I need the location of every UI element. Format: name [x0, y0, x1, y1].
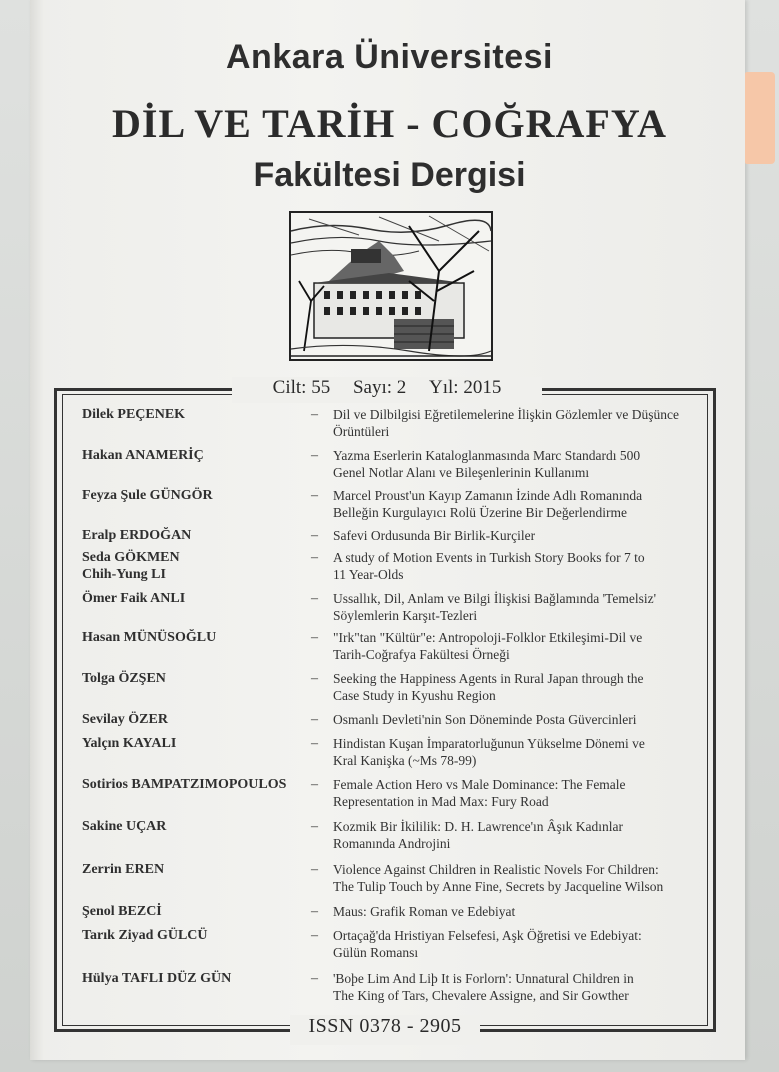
separator-dash: –	[311, 777, 318, 792]
article-title-line: Female Action Hero vs Male Dominance: The Female	[333, 777, 626, 792]
university-title: Ankara Üniversitesi	[226, 38, 553, 76]
author-name: Sakine UÇAR	[82, 819, 167, 834]
article-title-line: Genel Notlar Alanı ve Bileşenlerinin Kullanımı	[333, 465, 590, 480]
article-author	[82, 447, 312, 464]
article-author	[82, 735, 312, 752]
author-name: Ömer Faik ANLI	[82, 591, 186, 606]
author-name: Zerrin EREN	[82, 862, 165, 877]
article-title-line: Kral Kanişka (~Ms 78-99)	[333, 753, 477, 768]
article-title-line: Romanında Androjini	[333, 836, 451, 851]
article-title	[333, 927, 698, 961]
author-name: Sotirios BAMPATZIMOPOULOS	[82, 777, 287, 792]
article-title-line: Dil ve Dilbilgisi Eğretilemelerine İlişkin Gözlemler ve Düşünce	[333, 407, 680, 422]
author-name: Sevilay ÖZER	[82, 712, 168, 727]
building-engraving-illustration	[289, 211, 493, 361]
article-title	[333, 527, 698, 544]
article-title	[333, 711, 698, 728]
article-title-line: Hindistan Kuşan İmparatorluğunun Yükselme Dönemi ve	[333, 736, 645, 751]
author-name: Chih-Yung LI	[82, 567, 166, 582]
article-title-line: The Tulip Touch by Anne Fine, Secrets by Jacqueline Wilson	[333, 879, 664, 894]
author-name: Seda GÖKMEN	[82, 550, 180, 565]
author-name: Yalçın KAYALI	[82, 736, 177, 751]
author-name: Tarık Ziyad GÜLCÜ	[82, 928, 208, 943]
article-title	[333, 735, 698, 769]
article-title	[333, 903, 698, 920]
article-title-line: Tarih-Coğrafya Fakültesi Örneği	[333, 647, 510, 662]
article-title-line: Case Study in Kyushu Region	[333, 688, 496, 703]
article-author	[82, 711, 312, 728]
article-title-line: A study of Motion Events in Turkish Story Books for 7 to	[333, 550, 645, 565]
article-title	[333, 590, 698, 624]
article-title	[333, 776, 698, 810]
article-title-line: Safevi Ordusunda Bir Birlik-Kurçiler	[333, 528, 536, 543]
article-title-line: Söylemlerin Karşıt-Tezleri	[333, 608, 478, 623]
journal-title: Fakültesi Dergisi	[253, 156, 526, 194]
article-author	[82, 861, 312, 878]
article-title	[333, 818, 698, 852]
author-name: Şenol BEZCİ	[82, 904, 162, 919]
separator-dash: –	[311, 819, 318, 834]
separator-dash: –	[311, 591, 318, 606]
separator-dash: –	[311, 904, 318, 919]
article-title	[333, 861, 698, 895]
article-author	[82, 406, 312, 423]
article-title-line: Yazma Eserlerin Kataloglanmasında Marc Standardı 500	[333, 448, 641, 463]
issue-number: Sayı: 2	[352, 377, 407, 398]
article-title-line: Belleğin Kurgulayıcı Rolü Üzerine Bir Değerlendirme	[333, 505, 628, 520]
article-title	[333, 629, 698, 663]
article-author	[82, 670, 312, 687]
article-author	[82, 590, 312, 607]
author-name: Eralp ERDOĞAN	[82, 528, 192, 543]
article-author	[82, 903, 312, 920]
volume-number: Cilt: 55	[272, 377, 331, 398]
article-title	[333, 970, 698, 1004]
separator-dash: –	[311, 671, 318, 686]
article-author	[82, 549, 312, 583]
article-author	[82, 927, 312, 944]
author-name: Hakan ANAMERİÇ	[82, 448, 204, 463]
article-title-line: "Irk"tan "Kültür"e: Antropoloji-Folklor Etkileşimi-Dil ve	[333, 630, 643, 645]
separator-dash: –	[311, 928, 318, 943]
author-name: Feyza Şule GÜNGÖR	[82, 488, 213, 503]
separator-dash: –	[311, 550, 318, 565]
author-name: Hasan MÜNÜSOĞLU	[82, 630, 217, 645]
article-title-line: 'Boþe Lim And Liþ It is Forlorn': Unnatural Children in	[333, 971, 634, 986]
article-title	[333, 549, 698, 583]
article-title	[333, 487, 698, 521]
article-title-line: The King of Tars, Chevalere Assigne, and Sir Gowther	[333, 988, 629, 1003]
article-author	[82, 776, 312, 793]
article-title-line: Maus: Grafik Roman ve Edebiyat	[333, 904, 516, 919]
article-title-line: Marcel Proust'un Kayıp Zamanın İzinde Adlı Romanında	[333, 488, 643, 503]
faculty-title: DİL VE TARİH - COĞRAFYA	[112, 101, 667, 146]
issn-number: ISSN 0378 - 2905	[290, 1015, 480, 1045]
article-title	[333, 447, 698, 481]
separator-dash: –	[311, 407, 318, 422]
separator-dash: –	[311, 712, 318, 727]
article-title-line: Representation in Mad Max: Fury Road	[333, 794, 549, 809]
article-title-line: Ussallık, Dil, Anlam ve Bilgi İlişkisi Bağlamında 'Temelsiz'	[333, 591, 657, 606]
article-author	[82, 527, 312, 544]
author-name: Tolga ÖZŞEN	[82, 671, 166, 686]
year: Yıl: 2015	[429, 377, 502, 398]
article-title-line: Violence Against Children in Realistic Novels For Children:	[333, 862, 659, 877]
separator-dash: –	[311, 862, 318, 877]
article-title-line: Osmanlı Devleti'nin Son Döneminde Posta Güvercinleri	[333, 712, 637, 727]
separator-dash: –	[311, 528, 318, 543]
separator-dash: –	[311, 736, 318, 751]
article-title-line: 11 Year-Olds	[333, 567, 404, 582]
article-author	[82, 818, 312, 835]
article-title-line: Gülün Romansı	[333, 945, 419, 960]
article-title-line: Örüntüleri	[333, 424, 390, 439]
separator-dash: –	[311, 971, 318, 986]
article-title	[333, 406, 698, 440]
separator-dash: –	[311, 488, 318, 503]
separator-dash: –	[311, 448, 318, 463]
article-title-line: Kozmik Bir İkililik: D. H. Lawrence'ın Âşık Kadınlar	[333, 819, 623, 834]
separator-dash: –	[311, 630, 318, 645]
volume-info	[232, 377, 542, 403]
article-title-line: Ortaçağ'da Hristiyan Felsefesi, Aşk Öğretisi ve Edebiyat:	[333, 928, 642, 943]
article-title	[333, 670, 698, 704]
article-author	[82, 487, 312, 504]
author-name: Hülya TAFLI DÜZ GÜN	[82, 971, 232, 986]
article-author	[82, 970, 312, 987]
article-author	[82, 629, 312, 646]
author-name: Dilek PEÇENEK	[82, 407, 186, 422]
article-title-line: Seeking the Happiness Agents in Rural Japan through the	[333, 671, 644, 686]
